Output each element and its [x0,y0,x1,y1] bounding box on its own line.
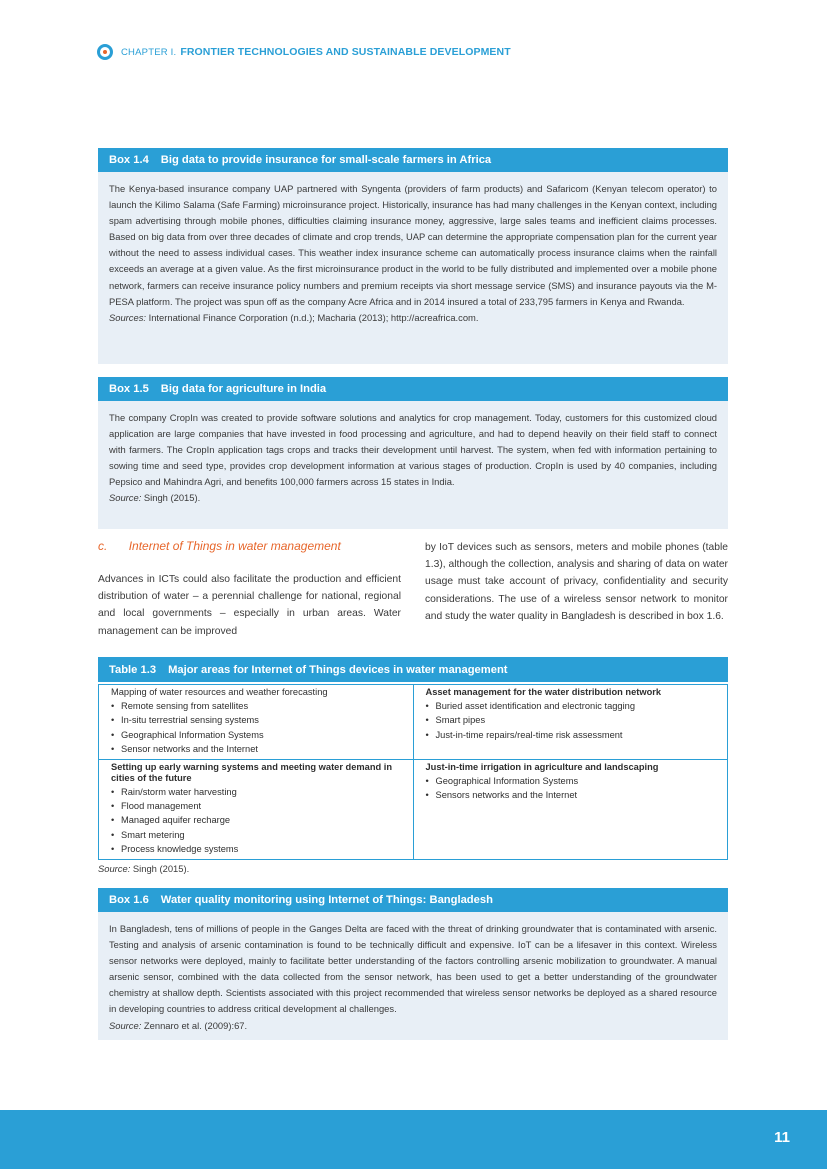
section-c-letter: c. [98,539,108,553]
box-1-5-source-text: Singh (2015). [143,492,201,504]
table-cell [99,685,414,760]
table-1-3-source [98,863,189,874]
section-c-right-column: by IoT devices such as sensors, meters and mobile phones (table 1.3), although the collection, analysis and sharing of data on water usage must take account of privacy, confidentiality and security considerations. The use of a wireless sensor network to monitor and study the water quality in Bangladesh is described in box 1.6. [425,542,728,622]
page-number: 11 [774,1129,790,1146]
cell-title: Asset management for the water distribution network [425,687,662,697]
list-item: • Geographical Information Systems [426,774,716,788]
bullet-list [426,699,716,742]
section-c-title: Internet of Things in water management [128,539,341,553]
list-item: • Managed aquifer recharge [111,813,401,827]
box-1-6-body: In Bangladesh, tens of millions of people in the Ganges Delta are faced with the threat of drinking groundwater that is contaminated with arsenic. Testing and analysis of arsenic contamination is found to be technically difficult and expensive. IoT can be a lifesaver in this context. Wireless sensor networks were deployed, mainly to facilitate better understanding of the factors controlling arsenic mobilization to groundwater. A manual arsenic sensor, combined with the data collected from the sensor network, has been used to get a better understanding of the groundwater chemistry at shallow depth. Scientists associated with this project recommended that wireless sensor networks be deployed as a shared resource in developing countries to address critical development al challenges. [109,923,717,1015]
box-1-6-header [98,888,728,912]
box-1-4-source-label: Sources: [109,311,146,323]
list-item: • Sensor networks and the Internet [111,742,401,756]
running-header [97,42,511,62]
box-1-5-body: The company CropIn was created to provide software solutions and analytics for crop management. Today, customers for this customized cloud application are large companies that have invested in food processing and agriculture, and had to depend heavily on their field staff to connect with farmers. The CropIn application tags crops and tracks their development until harvest. The system, when fed with information pertaining to sowing time and seed type, provides crop development information at various stages of production. CropIn is used by 40 companies, including Pepsico and Mahindra Agri, and benefits 100,000 farmers across 15 states in India. [109,412,717,488]
table-row [99,759,728,859]
table-cell [99,759,414,859]
chapter-label: CHAPTER I. [121,46,177,58]
table-1-3-number: Table 1.3 [109,663,157,676]
box-1-5-source-label: Source: [109,492,142,504]
cell-title: Setting up early warning systems and meeting water demand in cities of the future [111,761,393,783]
list-item: • Sensors networks and the Internet [426,788,716,802]
list-item: • Rain/storm water harvesting [111,785,401,799]
box-1-5 [98,377,728,529]
box-1-4-number: Box 1.4 [109,154,149,166]
table-1-3 [98,657,728,860]
box-1-6-source [98,1018,728,1034]
list-item: • Flood management [111,799,401,813]
box-1-4-source [98,310,728,326]
list-item: • Smart metering [111,828,401,842]
chapter-logo-icon [97,44,113,60]
box-1-4-source-text: International Finance Corporation (n.d.); Macharia (2013); http://acreafrica.com. [148,311,479,323]
box-1-6-source-text: Zennaro et al. (2009):67. [143,1019,248,1031]
table-1-3-header [98,657,728,682]
table-cell [413,685,728,760]
box-1-4 [98,148,728,364]
box-1-6-title: Water quality monitoring using Internet of Things: Bangladesh [160,894,493,906]
cell-title: Mapping of water resources and weather forecasting [111,687,328,697]
table-1-3-grid [98,684,728,860]
list-item: • Remote sensing from satellites [111,699,401,713]
table-1-3-source-label: Source: [98,863,131,874]
table-1-3-title: Major areas for Internet of Things devices in water management [168,663,508,676]
list-item: • Process knowledge systems [111,842,401,856]
box-1-6-number: Box 1.6 [109,894,149,906]
list-item: • Geographical Information Systems [111,728,401,742]
box-1-4-body: The Kenya-based insurance company UAP partnered with Syngenta (providers of farm products) and Safaricom (Kenyan telecom operator) to launch the Kilimo Salama (Safe Farming) microinsurance project. Historically, insurance has had many challenges in the Kenyan context, including spam advertising through mobile phones, difficulties claiming insurance money, aggressive, large sales teams and inefficient claims processes. Based on big data from over three decades of climate and crop trends, UAP can determine the appropriate compensation plan for the current year without the need to assess individual cases. This weather index insurance scheme can automatically process insurance claims when the rainfall exceeds an average at a given value. As the first microinsurance product in the world to be fully distributed and implemented over a mobile phone network, farmers can receive insurance policy numbers and premium receipts via short message service (SMS) and insurance payouts via the M-PESA platform. The project was spun off as the company Acre Africa and in 2014 insured a total of 233,795 farmers in Kenya and Rwanda. [109,183,717,307]
list-item: • In-situ terrestrial sensing systems [111,713,401,727]
page-footer [0,1110,827,1169]
bullet-list [111,699,401,757]
list-item: • Smart pipes [426,713,716,727]
box-1-5-number: Box 1.5 [109,383,149,395]
box-1-6-source-label: Source: [109,1019,142,1031]
section-c-heading [98,539,341,553]
box-1-5-header [98,377,728,401]
table-row [99,685,728,760]
box-1-5-source [98,490,728,506]
box-1-5-title: Big data for agriculture in India [160,383,327,395]
list-item: • Buried asset identification and electronic tagging [426,699,716,713]
bullet-list [111,785,401,857]
box-1-6 [98,888,728,1040]
bullet-list [426,774,716,803]
table-1-3-source-text: Singh (2015). [132,863,190,874]
cell-title: Just-in-time irrigation in agriculture and landscaping [425,761,659,772]
list-item: • Just-in-time repairs/real-time risk assessment [426,728,716,742]
chapter-title: FRONTIER TECHNOLOGIES AND SUSTAINABLE DEVELOPMENT [180,46,511,58]
box-1-4-header [98,148,728,172]
box-1-4-title: Big data to provide insurance for small-scale farmers in Africa [160,154,492,166]
section-c-left-column: Advances in ICTs could also facilitate the production and efficient distribution of water – a perennial challenge for national, regional and local governments – especially in urban areas. Water management can be improved [98,574,401,637]
table-cell [413,759,728,859]
